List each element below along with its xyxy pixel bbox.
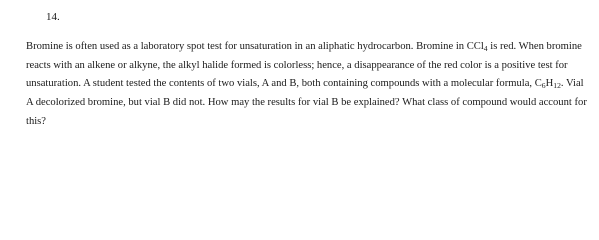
text-segment: Bromine is often used as a laboratory spot test for unsaturation in an aliphatic hydrocarbon. Bromine in CCl (26, 41, 484, 52)
question-number: 14. (46, 11, 60, 23)
text-segment: H (545, 78, 554, 90)
text-segment: . Vial A decolorized bromine, but vial B did not. How may the results for vial B be explained? What class of compound would account for this? (26, 78, 587, 127)
question-text (26, 38, 592, 132)
subscript-6: 6 (541, 81, 546, 91)
subscript-12: 12 (553, 81, 561, 91)
text-segment: is red. When bromine reacts with an alkene or alkyne, the alkyl halide formed is colorless; hence, a disappearance of the red color is a positive test for unsaturation. A student tested the contents of two vials, A and B, both containing compounds with a molecular formula, C (26, 41, 582, 90)
subscript-4: 4 (483, 43, 488, 53)
